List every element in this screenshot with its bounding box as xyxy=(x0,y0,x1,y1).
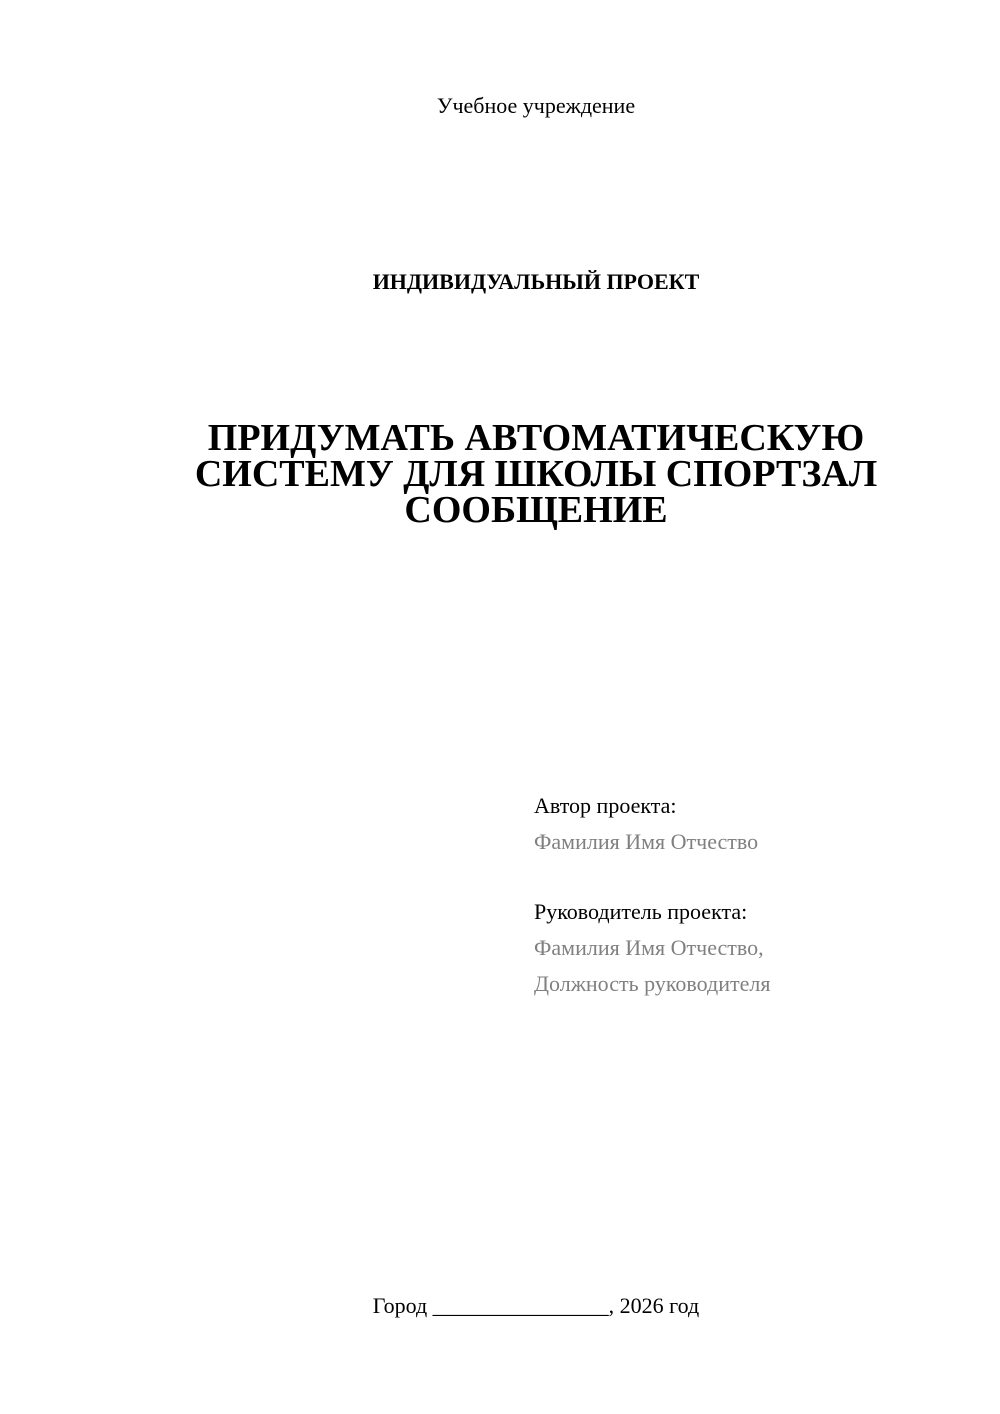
project-type-heading: ИНДИВИДУАЛЬНЫЙ ПРОЕКТ xyxy=(372,269,700,294)
credits-block xyxy=(534,788,974,1002)
author-name: Фамилия Имя Отчество xyxy=(534,829,759,854)
project-title-line: СИСТЕМУ ДЛЯ ШКОЛЫ СПОРТЗАЛ xyxy=(194,453,878,495)
project-title-line: ПРИДУМАТЬ АВТОМАТИЧЕСКУЮ xyxy=(207,417,865,459)
supervisor-position: Должность руководителя xyxy=(534,971,771,996)
supervisor-name: Фамилия Имя Отчество, xyxy=(534,935,764,960)
supervisor-label: Руководитель проекта: xyxy=(534,899,748,924)
author-label: Автор проекта: xyxy=(534,793,677,818)
institution-name: Учебное учреждение xyxy=(436,93,636,118)
project-title xyxy=(186,417,886,531)
spacer xyxy=(534,860,974,894)
city-year-footer: Город ________________, 2026 год xyxy=(372,1293,700,1318)
project-title-line: СООБЩЕНИЕ xyxy=(404,489,668,531)
